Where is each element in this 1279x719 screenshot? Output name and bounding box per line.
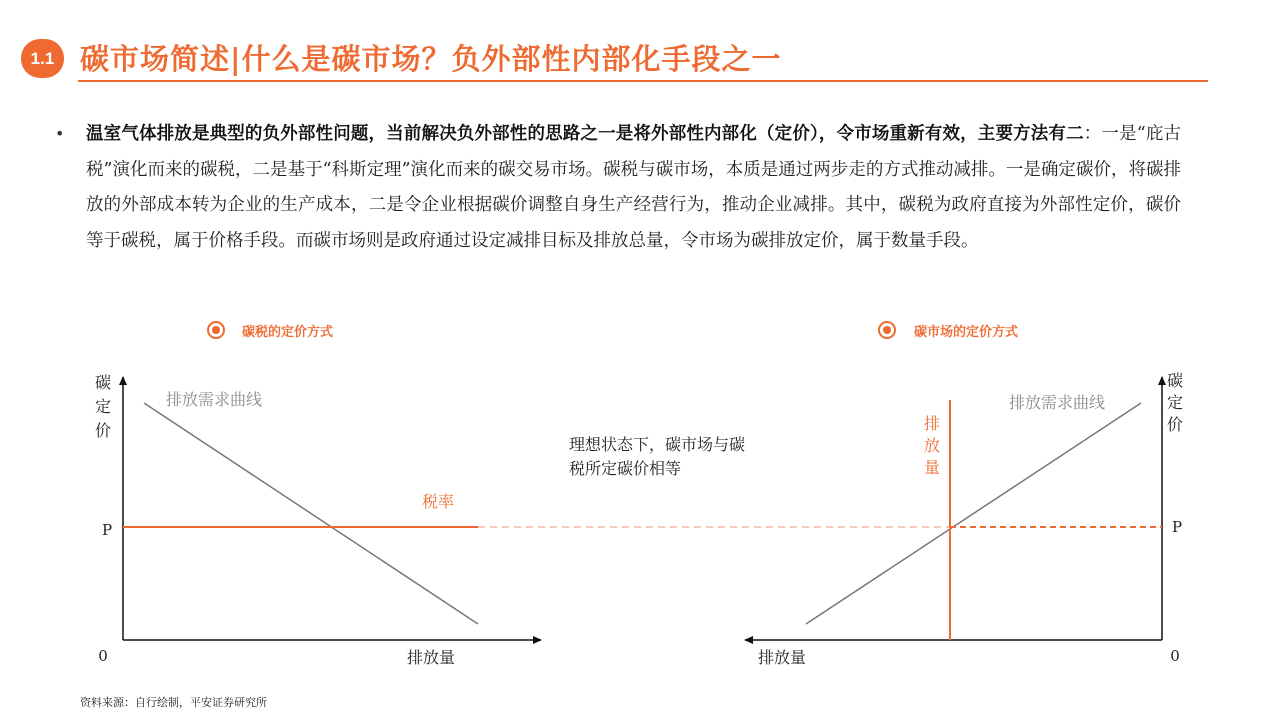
right-chart <box>745 322 1183 667</box>
left-demand-curve <box>144 403 478 624</box>
right-y-label-1: 碳 <box>1166 371 1184 390</box>
right-legend <box>879 322 1018 340</box>
paragraph-bold-lead: 温室气体排放是典型的负外部性问题，当前解决负外部性的思路之一是将外部性内部化（定价），令市场重新有效，主要方法有二 <box>86 124 1084 144</box>
center-note-line-1: 理想状态下，碳市场与碳 <box>569 435 746 454</box>
left-y-label-1: 碳 <box>94 373 112 392</box>
right-legend-label: 碳市场的定价方式 <box>914 325 1019 340</box>
paragraph-text: ：一是“庇古税”演化而来的碳税，二是基于“科斯定理”演化而来的碳交易市场。碳税与碳市场，本质是通过两步走的方式推动减排。一是确定碳价，将碳排放的外部成本转为企业的生产成本，二是令企业根据碳价调整自身生产经营行为，推动企业减排。其中，碳税为政府直接为外部性定价，碳价等于碳税，属于价格手段。而碳市场则是政府通过设定减排目标及排放总量，令市场为碳排放定价，属于数量手段。 <box>86 124 1182 251</box>
quota-label-1: 排 <box>923 414 941 433</box>
left-chart <box>95 322 541 667</box>
target-icon-dot <box>212 326 220 334</box>
left-legend-label: 碳税的定价方式 <box>242 325 334 340</box>
section-badge: 1.1 <box>21 39 64 78</box>
right-demand-label: 排放需求曲线 <box>1009 393 1106 412</box>
quota-label-3: 量 <box>923 458 941 477</box>
left-p-label: P <box>101 521 113 539</box>
right-origin-label: 0 <box>1170 647 1180 665</box>
tax-rate-label: 税率 <box>422 492 455 511</box>
right-p-label: P <box>1171 518 1183 536</box>
left-origin-label: 0 <box>98 647 108 665</box>
center-note-line-2: 税所定碳价相等 <box>569 459 682 478</box>
quota-label-2: 放 <box>923 436 941 455</box>
left-x-label: 排放量 <box>406 648 456 667</box>
right-demand-curve <box>806 403 1141 624</box>
left-y-label-3: 价 <box>94 421 112 440</box>
target-icon-dot <box>883 326 891 334</box>
source-footnote: 资料来源：自行绘制，平安证券研究所 <box>80 696 267 709</box>
right-y-label-3: 价 <box>1166 415 1184 434</box>
left-y-label-2: 定 <box>94 397 112 416</box>
right-x-label: 排放量 <box>757 648 807 667</box>
center-note <box>569 435 745 478</box>
left-demand-label: 排放需求曲线 <box>166 390 263 409</box>
page-title: 碳市场简述|什么是碳市场？负外部性内部化手段之一 <box>80 42 782 76</box>
right-y-label-2: 定 <box>1166 393 1184 412</box>
bullet-icon: • <box>55 124 65 143</box>
left-legend <box>208 322 333 340</box>
